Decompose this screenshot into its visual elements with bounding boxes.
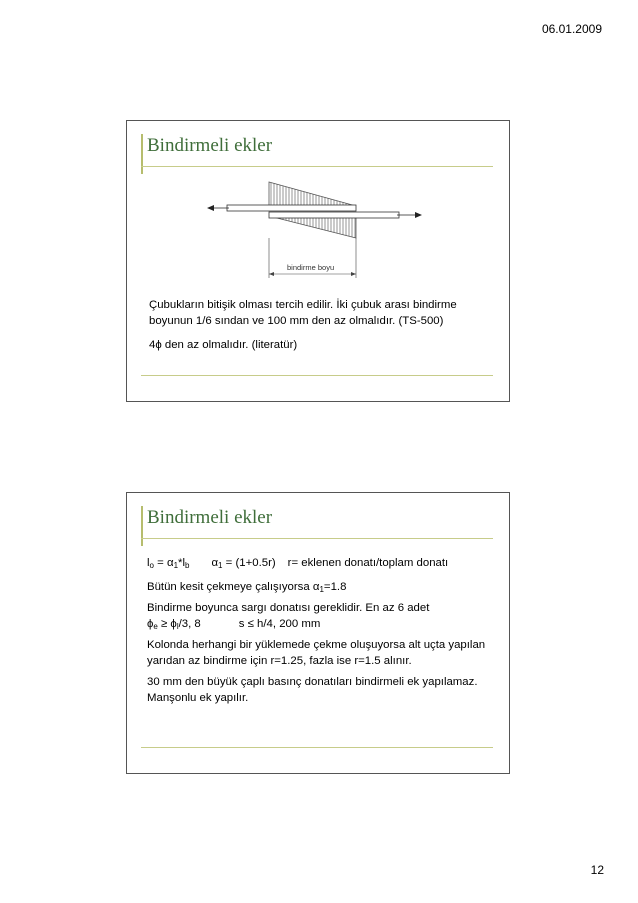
slide-1-body [149,297,494,361]
arrow-left-icon [207,205,214,211]
stress-wedge-lower [269,216,356,238]
bottom-divider [141,747,493,748]
column-tension-note: Kolonda herhangi bir yüklemede çekme oluşuyorsa alt uçta yapılan yarıdan az bindirme için r=1.25, fazla ise r=1.5 alınır. [147,639,486,667]
title-divider [141,538,493,539]
formula-line: $l_o = \alpha_1*l_b$ $\alpha_1 = (1+0.5r)$ r= eklenen donatı/toplam donatı [147,557,449,570]
stirrup-requirement: Bindirme boyunca sargı donatısı gereklidir. En az 6 adet $\phi_e \ge \phi_l/3$, 8 s ≤ h/4, 200 mm [147,602,430,631]
full-tension-line: Bütün kesit çekmeye çalışıyorsa $\alpha_1=1.8$ [147,580,347,594]
dimension-label: bindirme boyu [287,263,335,272]
slide-2-body [147,556,497,712]
title-accent-bar [141,506,143,546]
slide-2-title: Bindirmeli ekler [147,507,273,528]
page-date: 06.01.2009 [541,22,602,36]
slide-1 [126,120,510,402]
arrow-right-icon [415,212,422,218]
slide-1-para-2: 4ϕ den az olmalıdır. (literatür) [149,339,298,351]
slide-2 [126,492,510,774]
upper-bar [227,205,356,211]
stress-wedge-upper [269,182,356,206]
page-number: 12 [590,863,604,877]
title-accent-bar [141,134,143,174]
title-divider [141,166,493,167]
large-bar-note: 30 mm den büyük çaplı basınç donatıları bindirmeli ek yapılamaz. Manşonlu ek yapılır. [147,676,478,704]
slide-1-para-1: Çubukların bitişik olması tercih edilir. İki çubuk arası bindirme boyunun 1/6 sından ve 100 mm den az olmalıdır. (TS-500) [149,299,457,327]
lap-splice-diagram [207,176,437,286]
slide-1-title: Bindirmeli ekler [147,135,273,156]
lower-bar [269,212,399,218]
bottom-divider [141,375,493,376]
